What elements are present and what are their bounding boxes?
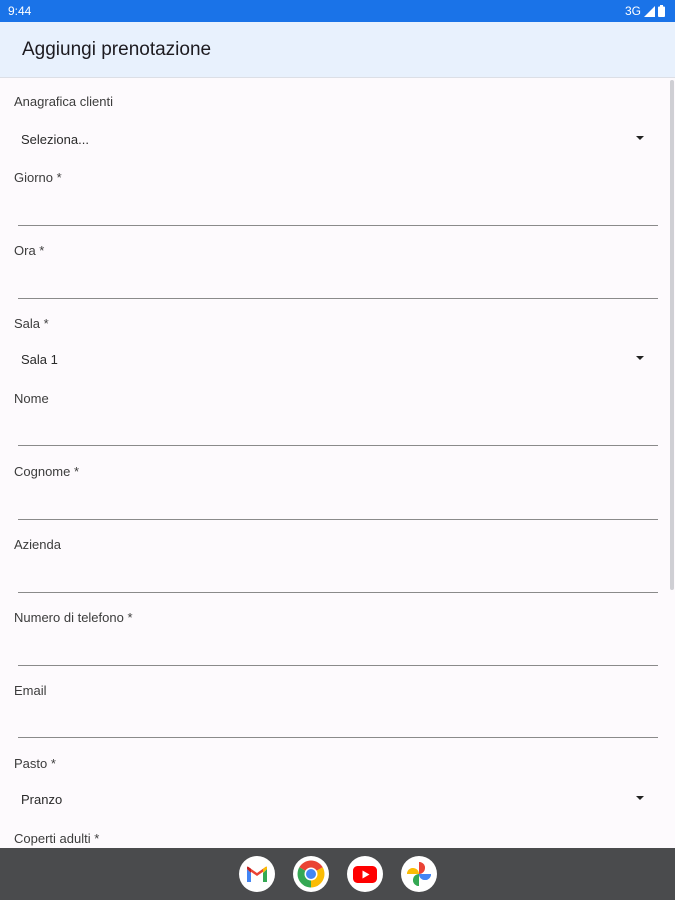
- email-label: Email: [14, 683, 47, 698]
- giorno-input[interactable]: [18, 194, 658, 226]
- chevron-down-icon: [636, 356, 644, 360]
- giorno-label: Giorno *: [14, 170, 62, 185]
- status-bar: [0, 0, 675, 22]
- chrome-icon[interactable]: [293, 856, 329, 892]
- app-dock: [0, 848, 675, 900]
- anagrafica-select[interactable]: [14, 122, 654, 152]
- youtube-icon[interactable]: [347, 856, 383, 892]
- sala-select[interactable]: [14, 342, 654, 372]
- telefono-input[interactable]: [18, 634, 658, 666]
- cognome-input[interactable]: [18, 488, 658, 520]
- sala-label: Sala *: [14, 316, 49, 331]
- ora-label: Ora *: [14, 243, 45, 258]
- status-time: 9:44: [8, 4, 32, 18]
- battery-icon: [658, 5, 665, 17]
- pasto-label: Pasto *: [14, 756, 56, 771]
- nome-label: Nome: [14, 391, 49, 406]
- chevron-down-icon: [636, 796, 644, 800]
- telefono-label: Numero di telefono *: [14, 610, 133, 625]
- scrollbar[interactable]: [670, 80, 674, 590]
- app-bar: [0, 22, 675, 78]
- network-type: 3G: [624, 4, 641, 18]
- email-input[interactable]: [18, 706, 658, 738]
- booking-form: [0, 78, 670, 848]
- azienda-input[interactable]: [18, 561, 658, 593]
- page-title: Aggiungi prenotazione: [22, 38, 212, 60]
- anagrafica-label: Anagrafica clienti: [14, 94, 113, 109]
- ora-input[interactable]: [18, 267, 658, 299]
- status-icons: [625, 4, 665, 18]
- chevron-down-icon: [636, 136, 644, 140]
- photos-icon[interactable]: [401, 856, 437, 892]
- cognome-label: Cognome *: [14, 464, 80, 479]
- anagrafica-value: Seleziona...: [21, 132, 89, 147]
- azienda-label: Azienda: [14, 537, 61, 552]
- gmail-icon[interactable]: [239, 856, 275, 892]
- sala-value: Sala 1: [21, 352, 58, 367]
- signal-icon: [644, 6, 655, 17]
- pasto-select[interactable]: [14, 782, 654, 812]
- nome-input[interactable]: [18, 414, 658, 446]
- coperti-adulti-label: Coperti adulti *: [14, 831, 100, 846]
- pasto-value: Pranzo: [21, 792, 63, 807]
